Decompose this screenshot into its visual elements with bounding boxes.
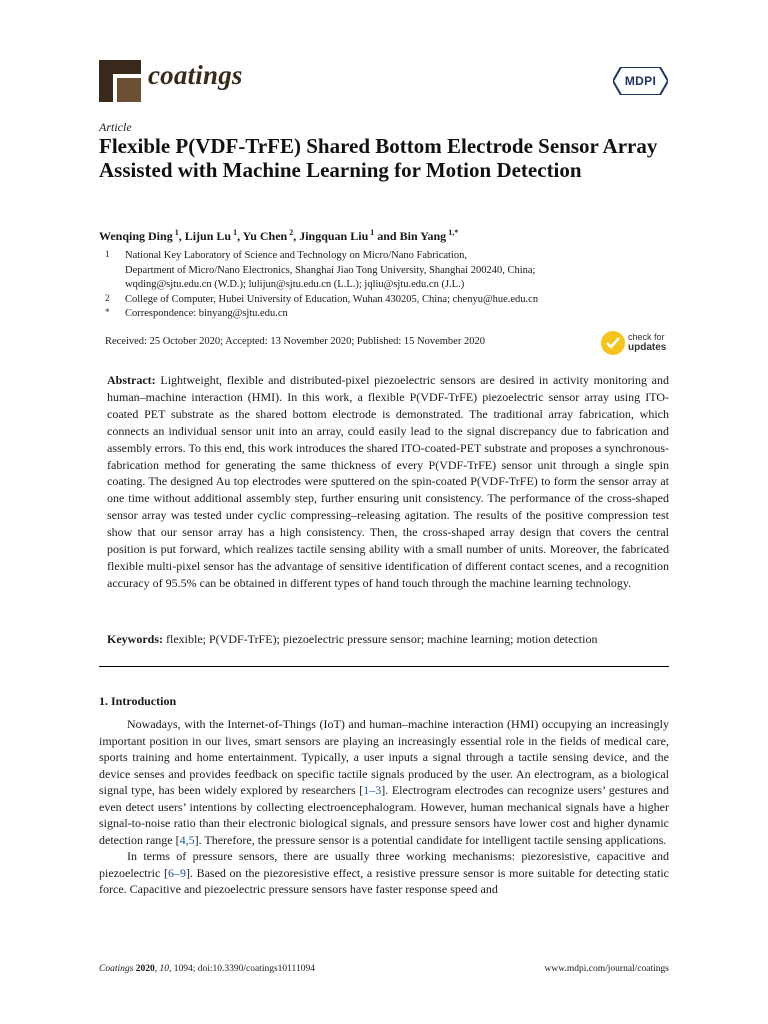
affiliations bbox=[99, 249, 669, 322]
author-name: Wenqing Ding bbox=[99, 229, 173, 243]
publication-dates: Received: 25 October 2020; Accepted: 13 November 2020; Published: 15 November 2020 bbox=[105, 336, 485, 347]
body-text bbox=[99, 716, 669, 898]
affiliation-mark: * bbox=[105, 307, 110, 317]
keywords-text: flexible; P(VDF-TrFE); piezoelectric pressure sensor; machine learning; motion detection bbox=[166, 632, 598, 646]
affiliation-line: College of Computer, Hubei University of Education, Wuhan 430205, China; chenyu@hue.edu.cn bbox=[125, 293, 539, 305]
check-label-line1: check for bbox=[628, 332, 665, 342]
affiliation-line: Correspondence: binyang@sjtu.edu.cn bbox=[125, 308, 288, 319]
affiliation-line: National Key Laboratory of Science and Technology on Micro/Nano Fabrication, bbox=[125, 250, 467, 261]
affiliation-line: wqding@sjtu.edu.cn (W.D.); lulijun@sjtu.edu.cn (L.L.); jqliu@sjtu.edu.cn (J.L.) bbox=[125, 279, 465, 290]
paragraph-text: ]. Electrogram electrodes can recognize users’ gestures and even detect users’ intentions by collecting electroencephalogram. However, human mechanical signals have a higher signal-to-noise ratio than their electronic biological signals, and pressure sensors have lower cost and higher dynamic detection range [ bbox=[99, 783, 670, 847]
author-affiliation-mark: 2 bbox=[287, 228, 294, 237]
article-title: Flexible P(VDF-TrFE) Shared Bottom Electrode Sensor Array Assisted with Machine Learning for Motion Detection bbox=[99, 134, 658, 182]
paragraph bbox=[99, 848, 669, 898]
paragraph-text: Nowadays, with the Internet-of-Things (IoT) and human–machine interaction (HMI) occupying an increasingly important position in our lives, smart sensors are playing an increasingly essential role in the fields of medical care, sports training and home entertainment. Typically, a user inputs a signal through a tactile sensing device, and the device senses and provides feedback on specific tactile signals produced by the user. An electrogram, as a biological signal type, has been widely explored by researchers [ bbox=[99, 717, 669, 798]
author-name: Yu Chen bbox=[242, 229, 288, 243]
author-affiliation-mark: 1 bbox=[172, 228, 179, 237]
author-name: Jingquan Liu bbox=[299, 229, 369, 243]
affiliation-item bbox=[99, 307, 669, 322]
divider bbox=[99, 666, 669, 667]
journal-logo bbox=[99, 60, 141, 102]
footer-citation: Coatings 2020, 10, 1094; doi:10.3390/coatings10111094 bbox=[99, 964, 315, 974]
affiliation-line: Department of Micro/Nano Electronics, Shanghai Jiao Tong University, Shanghai 200240, China; bbox=[125, 264, 536, 276]
check-label-line2: updates bbox=[628, 342, 667, 353]
affiliation-mark: 2 bbox=[105, 292, 110, 303]
publisher-name: MDPI bbox=[624, 74, 657, 88]
keywords bbox=[107, 631, 669, 647]
paragraph-text: ]. Therefore, the pressure sensor is a potential candidate for intelligent tactile sensing applications. bbox=[194, 832, 667, 847]
keywords-label: Keywords: bbox=[107, 632, 163, 646]
paragraph bbox=[99, 716, 669, 848]
mdpi-logo bbox=[613, 67, 668, 95]
author-name: Bin Yang bbox=[399, 229, 447, 243]
check-for-updates-badge[interactable] bbox=[601, 331, 671, 357]
citation-link[interactable]: 4,5 bbox=[179, 832, 195, 847]
author-affiliation-mark: 1 bbox=[368, 228, 375, 237]
footer-doi: , 1094; doi:10.3390/coatings10111094 bbox=[168, 964, 315, 974]
abstract bbox=[107, 372, 669, 592]
abstract-label: Abstract: bbox=[107, 373, 156, 387]
author-affiliation-mark: 1,* bbox=[446, 228, 459, 237]
check-icon bbox=[601, 331, 625, 355]
abstract-text: Lightweight, flexible and distributed-pixel piezoelectric sensors are desired in activity monitoring and human–machine interaction (HMI). In this work, a flexible P(VDF-TrFE) piezoelectric sensor array using ITO-coated PET substrate as the shared bottom electrode is demonstrated. The traditional array fabrication, which connects an individual sensor unit into an array, could easily lead to the signal discrepancy due to fabrication and assembly errors. To this end, this work introduces the shared ITO-coated-PET substrate and proposes a synchronous-fabrication method for generating the same thickness of every P(VDF-TrFE) sensor unit through a single spin coating. The designed Au top electrodes were sputtered on the spin-coated P(VDF-TrFE) to form the sensor array at one time without additional assembly step, further ensuring unit consistency. The performance of the cross-shaped sensor array was tested under cyclic compressing–releasing agitation. The results of the positive compression test show that our sensor array has a high consistency. Then, the cross-shaped array design that covers the central position is put forward, which realizes tactile sensing ability with a small number of units. Moreover, the fabricated flexible multi-pixel sensor has the advantage of sensitive identification of different contact scenes, and a recognition accuracy of 95.5% can be obtained in different types of hand touch through the machine learning technology. bbox=[107, 373, 670, 590]
journal-name: coatings bbox=[148, 60, 243, 90]
author-affiliation-mark: 1 bbox=[231, 228, 238, 237]
footer-journal: Coatings bbox=[99, 964, 134, 974]
paragraph-text: ]. Based on the piezoresistive effect, a resistive pressure sensor is more suitable for detecting static force. Capacitive and piezoelectric pressure sensors have faster response speed and bbox=[99, 865, 669, 897]
author-list: Wenqing Ding $^1$, Lijun Lu $^1$, Yu Chen $^2$, Jingquan Liu $^1$ and Bin Yang $^{1,*}$ bbox=[99, 228, 459, 243]
author-name: Lijun Lu bbox=[184, 229, 232, 243]
section-heading: 1. Introduction bbox=[99, 694, 177, 708]
affiliation-item bbox=[99, 293, 669, 308]
footer-year: 2020 bbox=[135, 964, 155, 974]
affiliation-item bbox=[99, 249, 669, 293]
paragraph-text: In terms of pressure sensors, there are usually three working mechanisms: piezoresistive, capacitive and piezoelectric [ bbox=[99, 849, 669, 880]
citation-link[interactable]: 6–9 bbox=[167, 865, 186, 880]
affiliation-mark: 1 bbox=[105, 249, 110, 259]
footer-url[interactable]: www.mdpi.com/journal/coatings bbox=[544, 964, 669, 974]
citation-link[interactable]: 1–3 bbox=[363, 783, 382, 798]
article-type: Article bbox=[99, 120, 132, 134]
footer-volume: 10 bbox=[159, 964, 169, 974]
